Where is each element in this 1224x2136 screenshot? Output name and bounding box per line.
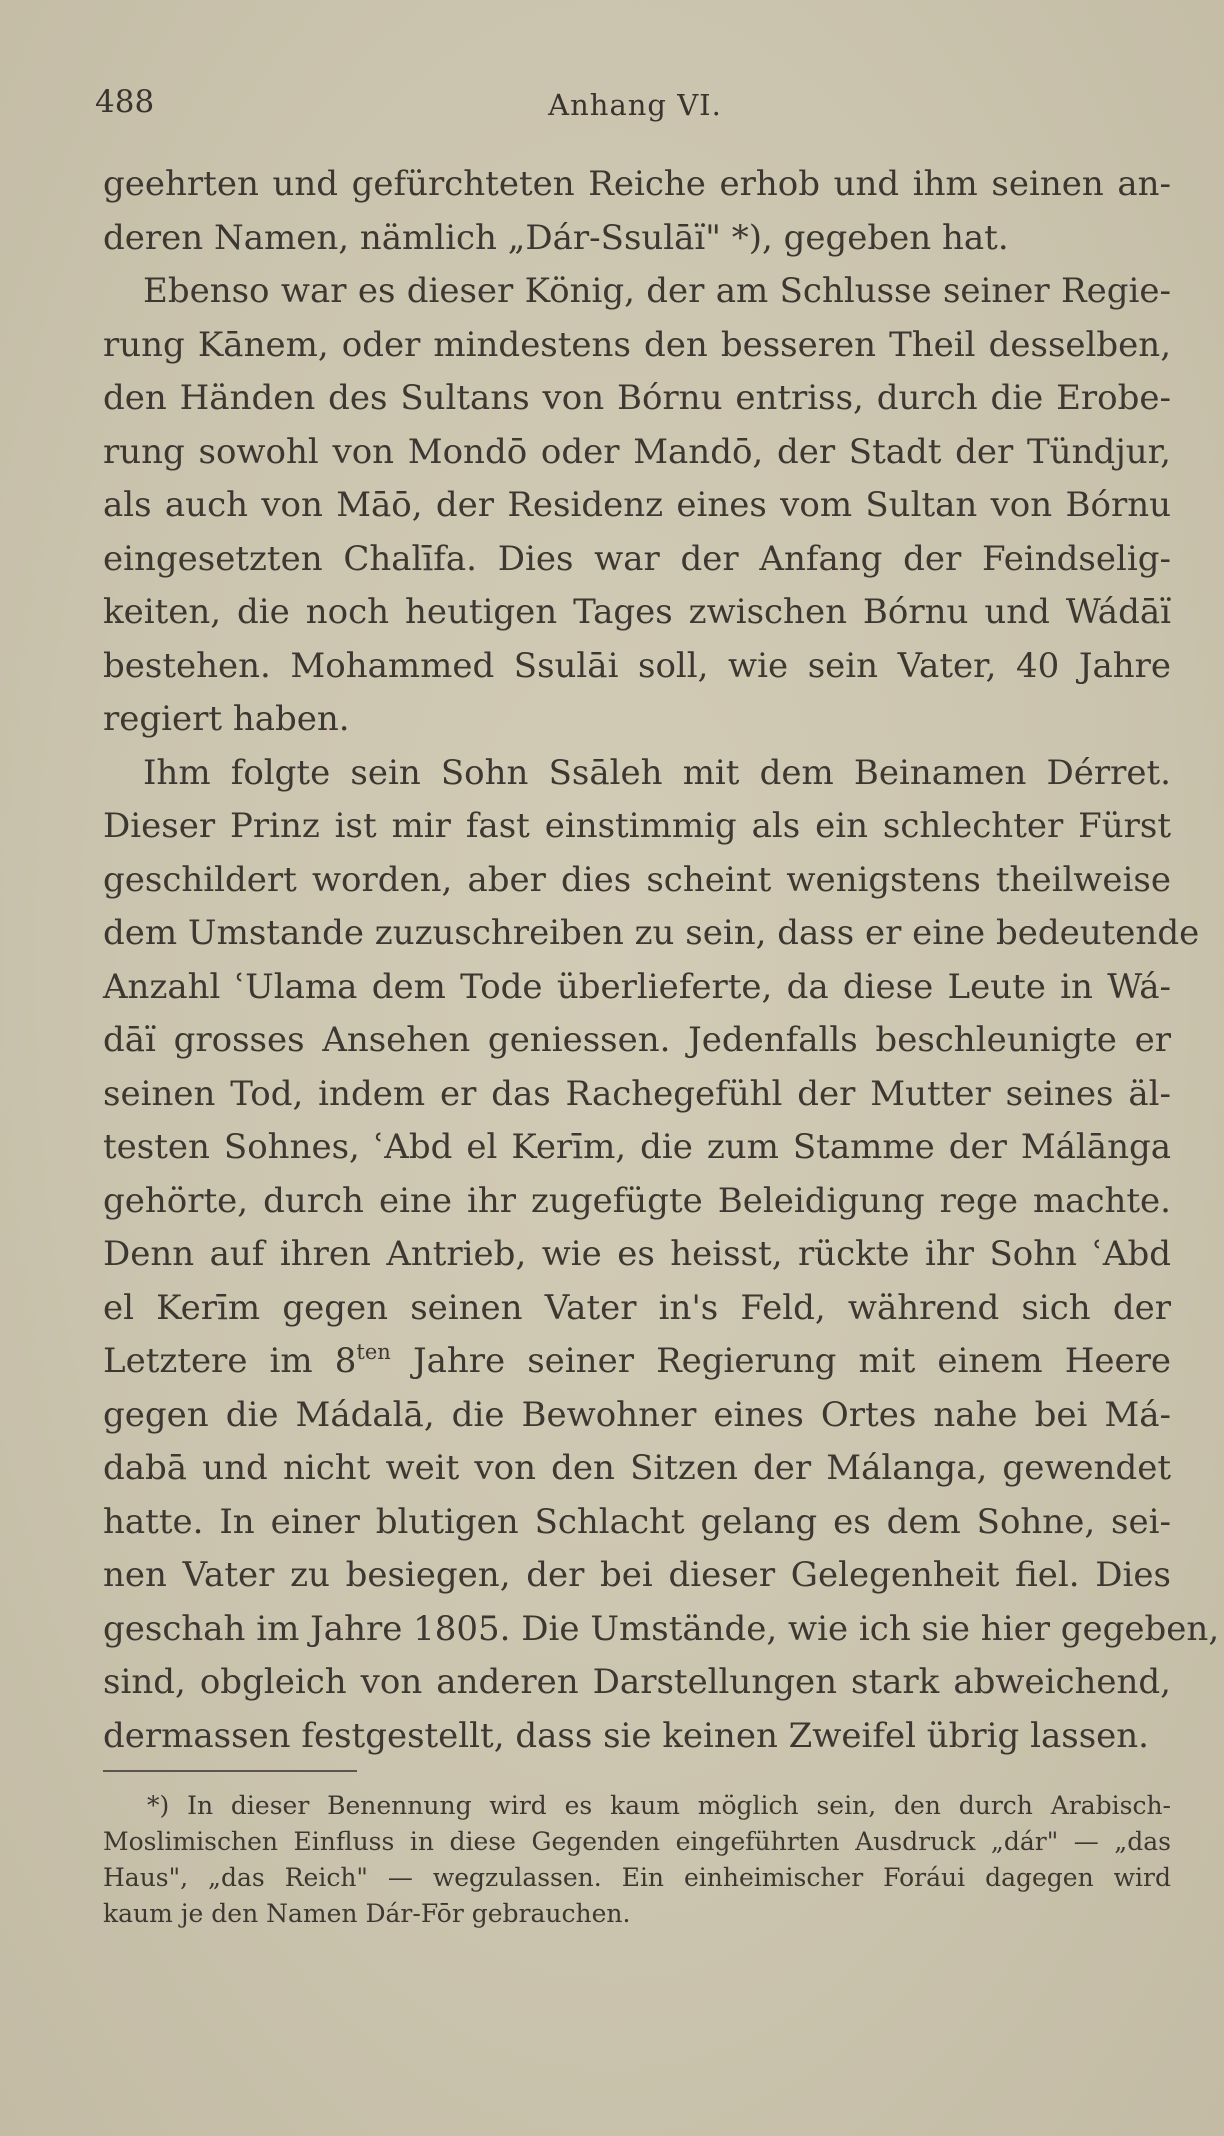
text-line (103, 1335, 1171, 1389)
text-line: hatte. In einer blutigen Schlacht gelang es dem Sohne, sei- (103, 1501, 1171, 1542)
footnote-line: kaum je den Namen Dár-Fōr gebrauchen. (103, 1899, 631, 1928)
text-line: rung Kānem, oder mindestens den besseren Theil desselben, (103, 324, 1171, 365)
running-title: Anhang VI. (548, 88, 722, 122)
text-line: Denn auf ihren Antrieb, wie es heisst, rückte ihr Sohn ʿAbd (103, 1234, 1171, 1274)
text-segment: Letztere im 8 (103, 1341, 357, 1381)
text-line: dabā und nicht weit von den Sitzen der Málanga, gewendet (103, 1448, 1171, 1488)
ordinal-superscript: ten (356, 1340, 391, 1364)
text-line: rung sowohl von Mondō oder Mandō, der Stadt der Tündjur, (103, 431, 1171, 472)
text-line: regiert haben. (103, 699, 350, 739)
text-line: geschildert worden, aber dies scheint wenigstens theilweise (103, 859, 1171, 900)
footnote-separator (103, 1770, 357, 1772)
text-line: nen Vater zu besiegen, der bei dieser Gelegenheit fiel. Dies (103, 1555, 1171, 1595)
text-line: dermassen festgestellt, dass sie keinen Zweifel übrig lassen. (103, 1715, 1149, 1756)
text-line: dāï grosses Ansehen geniessen. Jedenfalls beschleunigte er (103, 1020, 1171, 1060)
text-line: sind, obgleich von anderen Darstellungen stark abweichend, (103, 1662, 1171, 1702)
text-line: Ebenso war es dieser König, der am Schlusse seiner Regie- (143, 271, 1171, 311)
text-line: Dieser Prinz ist mir fast einstimmig als ein schlechter Fürst (103, 806, 1171, 846)
footnote-line: *) In dieser Benennung wird es kaum möglich sein, den durch Arabisch- (147, 1791, 1171, 1820)
text-line: geehrten und gefürchteten Reiche erhob und ihm seinen an- (103, 164, 1171, 204)
text-line: gehörte, durch eine ihr zugefügte Beleidigung rege machte. (103, 1180, 1171, 1221)
main-text (103, 158, 1220, 1763)
text-segment: Jahre seiner Regierung mit einem Heere (390, 1341, 1172, 1381)
page-number: 488 (95, 84, 155, 120)
text-line: deren Namen, nämlich „Dár-Ssulāï" *), gegeben hat. (103, 217, 1009, 258)
text-line: geschah im Jahre 1805. Die Umstände, wie ich sie hier gegeben, (103, 1608, 1220, 1649)
text-line: keiten, die noch heutigen Tages zwischen Bórnu und Wádāï (103, 592, 1171, 632)
text-line: gegen die Mádalā, die Bewohner eines Ortes nahe bei Má- (103, 1394, 1171, 1435)
text-line: eingesetzten Chalīfa. Dies war der Anfang der Feindselig- (103, 538, 1171, 579)
text-line: el Kerīm gegen seinen Vater in's Feld, während sich der (103, 1287, 1171, 1328)
footnote-line: Haus", „das Reich" — wegzulassen. Ein einheimischer Foráui dagegen wird (103, 1863, 1171, 1892)
text-line: Anzahl ʿUlama dem Tode überlieferte, da diese Leute in Wá- (103, 966, 1171, 1007)
footnote (103, 1788, 1171, 1932)
footnote-line: Moslimischen Einfluss in diese Gegenden eingeführten Ausdruck „dár" — „das (103, 1827, 1171, 1856)
page-header (95, 84, 1175, 134)
text-line: seinen Tod, indem er das Rachegefühl der Mutter seines äl- (103, 1073, 1171, 1114)
text-line: Ihm folgte sein Sohn Ssāleh mit dem Beinamen Dérret. (143, 752, 1171, 793)
text-line: als auch von Māō, der Residenz eines vom Sultan von Bórnu (103, 485, 1171, 525)
text-line: testen Sohnes, ʿAbd el Kerīm, die zum Stamme der Málānga (103, 1127, 1171, 1167)
text-line: den Händen des Sultans von Bórnu entriss, durch die Erobe- (103, 378, 1171, 418)
text-line: dem Umstande zuzuschreiben zu sein, dass er eine bedeutende (103, 913, 1200, 953)
text-line: bestehen. Mohammed Ssulāi soll, wie sein Vater, 40 Jahre (103, 645, 1171, 686)
